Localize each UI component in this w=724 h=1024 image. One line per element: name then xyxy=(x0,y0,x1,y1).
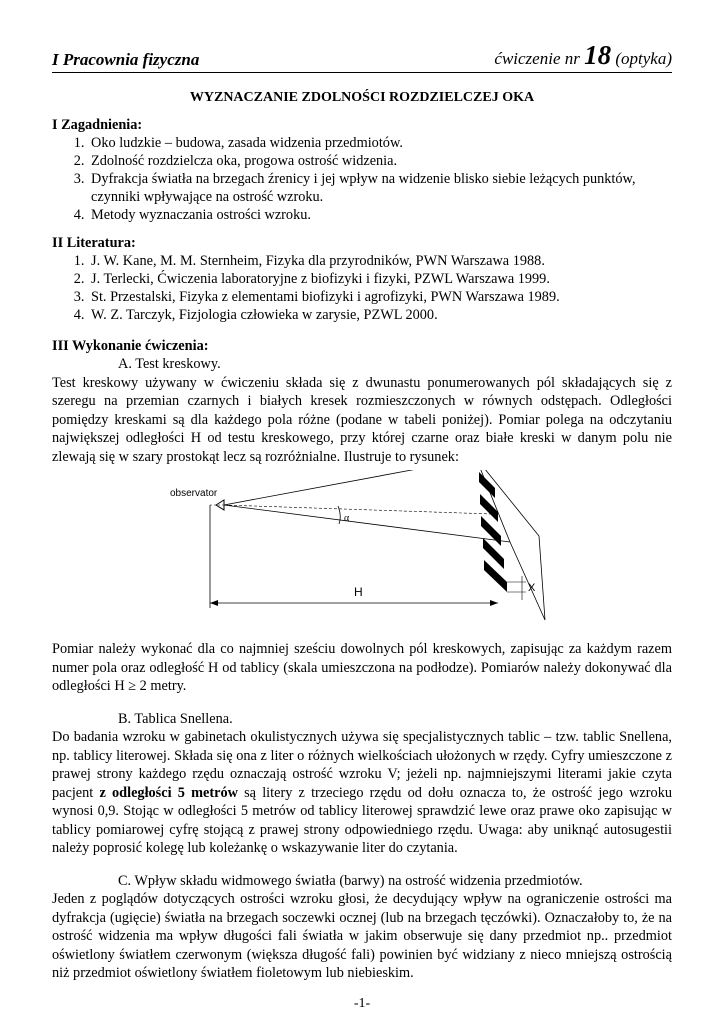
document-page xyxy=(52,40,672,983)
list-item: 2. J. Terlecki, Ćwiczenia laboratoryjne z biofizyki i fizyki, PZWL Warszawa 1999. xyxy=(88,270,672,288)
list-item: 3. St. Przestalski, Fizyka z elementami biofizyki i agrofizyki, PWN Warszawa 1989. xyxy=(88,288,672,306)
line-test-figure xyxy=(52,470,672,638)
document-title: WYZNACZANIE ZDOLNOŚCI ROZDZIELCZEJ OKA xyxy=(189,90,535,105)
subsection-a-text: Test kreskowy używany w ćwiczeniu składa się z dwunastu ponumerowanych pól składających się z szeregu na przemian czarnych i białych kresek rozmieszczonych w równych odstępach. Odległości pomiędzy kreskami są dla każdego pola różne (podane w tabeli poniżej). Pomiar polega na odczytaniu największej odległości H od testu kreskowego, przy której czarne oraz białe kreski w danym polu nie zlewają się w szary prostokąt lecz są rozróżnialne. Ilustruje to rysunek: xyxy=(52,374,672,465)
x-label: X xyxy=(528,582,536,594)
spacer xyxy=(52,858,672,872)
list-item: 2. Zdolność rozdzielcza oka, progowa ostrość widzenia. xyxy=(88,152,672,170)
list-item: 3. Dyfrakcja światła na brzegach źrenicy i jej wpływ na widzenie blisko siebie leżących punktów, czynniki wpływające na ostrość wzroku. xyxy=(88,170,672,206)
literature-list xyxy=(52,252,672,324)
sight-line-top xyxy=(224,470,476,505)
list-item: 4. W. Z. Tarczyk, Fizjologia człowieka w zarysie, PZWL 2000. xyxy=(88,306,672,324)
subsection-b-title: B. Tablica Snellena. xyxy=(118,710,233,727)
page-number: -1- xyxy=(353,996,371,1011)
list-item: 1. Oko ludzkie – budowa, zasada widzenia przedmiotów. xyxy=(88,134,672,152)
h-label: H xyxy=(354,585,363,599)
subsection-b-text-start: Do badania wzroku w gabinetach okulistycznych używa się specjalistycznych tablic – tzw. tablic Snellena, np. tablicy literowej. Składa się ona z liter o różnych wielkościach ułożonych w rzędy. Cyfry umieszczone z prawej strony każdego rzędu oznaczają ostrość wzroku V; jeżeli np. najmniejszymi literami jakie czyta pacjent xyxy=(52,729,672,801)
subsection-c-title: C. Wpływ składu widmowego światła (barwy) na ostrość widzenia przedmiotów. xyxy=(118,872,583,889)
subsection-b-text-end: są litery z trzeciego rzędu od dołu oznacza to, że ostrość jego wzroku wynosi 0,9. Stojąc w odległości 5 metrów od tablicy literowej sprawdzić lewe oraz prawe oko zapisując w tablicy pomiarowej cyfrę stojącą z prawej strony odpowiedniego rzędu. Uwaga: aby uniknąć autosugestii należy poprosić kolegę lub koleżankę o wskazywanie liter do czytania. xyxy=(52,784,672,856)
subsection-a-title: A. Test kreskowy. xyxy=(118,356,221,372)
subsection-c-text: Jeden z poglądów dotyczących ostrości wzroku głosi, że decydujący wpływ na ograniczenie ostrości ma dyfrakcja (ugięcie) światła na brzegach soczewki ocznej (lub na brzegach tęczówki). Oznaczałoby to, że na ostrość widzenia ma wpływ długości fali światła w jakim obserwuje się dany przedmiot np.. przedmiot oświetlony światłem czerwonym (większa długość fali) powinien być widziany z nieco mniejszą ostrością niż przedmiot oświetlony światłem fioletowym lub niebieskim. xyxy=(52,891,672,981)
header-exercise-suffix: (optyka) xyxy=(611,49,672,68)
list-item: 4. Metody wyznaczania ostrości wzroku. xyxy=(88,206,672,224)
list-item: 1. J. W. Kane, M. M. Sternheim, Fizyka dla przyrodników, PWN Warszawa 1988. xyxy=(88,252,672,270)
header-exercise-prefix: ćwiczenie nr xyxy=(494,49,585,68)
section-heading-literature: II Literatura: xyxy=(52,235,136,251)
subsection-b-emphasis: z odległości 5 metrów xyxy=(99,784,238,801)
header-exercise-number: 18 xyxy=(584,40,612,70)
alpha-label: α xyxy=(344,513,350,524)
figure-drawing xyxy=(52,470,672,638)
h-arrow-left xyxy=(210,600,218,606)
header-lab-name: I Pracownia fizyczna xyxy=(52,50,200,69)
black-stripe xyxy=(479,472,495,498)
header-exercise xyxy=(494,40,672,71)
section-heading-topics: I Zagadnienia: xyxy=(52,117,143,133)
page-header xyxy=(52,40,672,73)
subsection-b-text xyxy=(52,728,672,858)
topics-list xyxy=(52,134,672,224)
sight-line-bottom xyxy=(224,505,510,542)
sight-line-axis xyxy=(224,505,492,514)
spacer xyxy=(52,696,672,710)
observer-label: observator xyxy=(170,488,218,499)
after-figure-text: Pomiar należy wykonać dla co najmniej sześciu dowolnych pól kreskowych, zapisując za każdym razem numer pola oraz odległość H od tablicy (skala umieszczona na podłodze). Pomiarów należy dokonywać dla odległości H ≥ 2 metry. xyxy=(52,641,672,694)
section-heading-procedure: III Wykonanie ćwiczenia: xyxy=(52,338,209,354)
h-arrow-right xyxy=(490,600,498,606)
